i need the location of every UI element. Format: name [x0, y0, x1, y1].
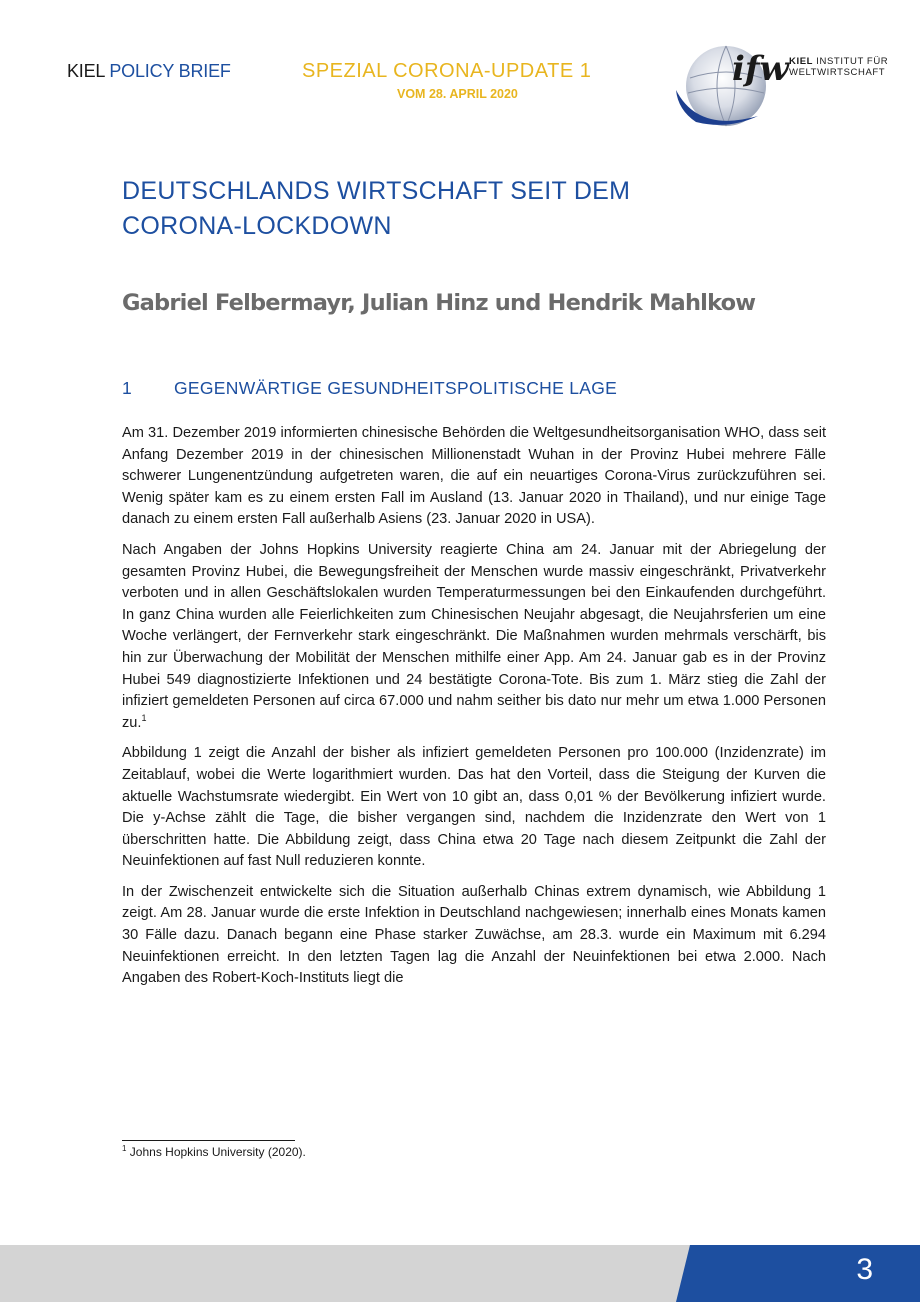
title-line-2: CORONA-LOCKDOWN [122, 212, 392, 240]
footnote-marker: 1 [122, 1144, 127, 1153]
page-header [0, 0, 920, 140]
logo-weltwirtschaft: WELTWIRTSCHAFT [789, 67, 886, 78]
page-number: 3 [856, 1253, 873, 1286]
paragraph: Abbildung 1 zeigt die Anzahl der bisher als infiziert gemeldeten Personen pro 100.000 (Inzidenzrate) im Zeitablauf, wobei die Werte logarithmiert wurden. Das hat den Vorteil, dass die Steigung der Kurven die aktuelle Wachstumsrate wiedergibt. Ein Wert von 10 gibt an, dass 0,01 % der Bevölkerung infiziert wurde. Die y-Achse zählt die Tage, die bisher vergangen sind, nachdem die Inzidenzrate den Wert von 1 überschritten hatte. Die Abbildung zeigt, dass China etwa 20 Tage nach diesem Zeitpunkt die Zahl der Neuinfektionen auf fast Null reduzieren konnte. [122, 745, 826, 870]
section-heading [122, 378, 617, 399]
svg-text:ifw: ifw [732, 49, 789, 89]
body-text [122, 423, 826, 999]
logo-kiel: KIEL [789, 56, 814, 67]
series-title: SPEZIAL CORONA-UPDATE 1 [302, 60, 592, 82]
title-line-1: DEUTSCHLANDS WIRTSCHAFT SEIT DEM [122, 177, 631, 205]
publication-brand [67, 61, 231, 82]
footnote [122, 1144, 306, 1159]
ifw-logo-icon [668, 38, 898, 138]
footnote-text: Johns Hopkins University (2020). [129, 1145, 306, 1159]
page-footer [0, 1245, 920, 1302]
footnote-reference[interactable]: 1 [141, 712, 147, 723]
footer-accent-shape [0, 1245, 920, 1302]
section-title: GEGENWÄRTIGE GESUNDHEITSPOLITISCHE LAGE [174, 378, 618, 398]
logo-wordmark [789, 56, 888, 78]
issue-date: VOM 28. APRIL 2020 [397, 87, 518, 101]
page-title [122, 174, 822, 244]
brand-policy-brief: POLICY BRIEF [109, 61, 231, 81]
paragraph: In der Zwischenzeit entwickelte sich die Situation außerhalb Chinas extrem dynamisch, wie Abbildung 1 zeigt. Am 28. Januar wurde die erste Infektion in Deutschland nachgewiesen; innerhalb eines Monats kamen 30 Fälle dazu. Danach begann eine Phase starker Zuwächse, am 28.3. wurde ein Maximum mit 6.294 Neuinfektionen erreicht. In den letzten Tagen lag die Anzahl der Neuinfektionen bei etwa 2.000. Nach Angaben des Robert-Koch-Instituts liegt die [122, 883, 826, 987]
brand-kiel: KIEL [67, 61, 105, 81]
paragraph: Am 31. Dezember 2019 informierten chinesische Behörden die Weltgesundheitsorganisation WHO, dass seit Anfang Dezember 2019 in der chinesischen Millionenstadt Wuhan in der Provinz Hubei mehrere Fälle schwerer Lungenentzündung aufgetreten waren, die auf ein neuartiges Corona-Virus zurückzuführen sei. Wenig später kam es zu einem ersten Fall im Ausland (13. Januar 2020 in Thailand), und nur einige Tage danach zu einem ersten Fall außerhalb Asiens (23. Januar 2020 in USA). [122, 425, 826, 528]
section-number: 1 [122, 378, 133, 398]
footnote-divider [122, 1140, 295, 1141]
authors: Gabriel Felbermayr, Julian Hinz und Hendrik Mahlkow [122, 290, 756, 316]
paragraph-text: Nach Angaben der Johns Hopkins University reagierte China am 24. Januar mit der Abriegelung der gesamten Provinz Hubei, die Bewegungsfreiheit der Menschen wurde massiv eingeschränkt, Privatverkehr verboten und in allen Geschäftslokalen wurden Temperaturmessungen bei den Einkaufenden durchgeführt. In ganz China wurden alle Feierlichkeiten zum Chinesischen Neujahr abgesagt, die Neujahrsferien um eine Woche verlängert, der Fernverkehr stark eingeschränkt. Die Maßnahmen wurden mehrmals verschärft, bis hin zur Überwachung der Mobilität der Menschen mithilfe einer App. Am 24. Januar gab es in der Provinz Hubei 549 diagnostizierte Infektionen und 24 bestätigte Corona-Tote. Bis zum 1. März stieg die Zahl der infiziert gemeldeten Personen auf circa 67.000 und nahm seither bis dato nur mehr um etwa 1.000 Personen zu. [122, 541, 826, 731]
paragraph [122, 540, 826, 734]
logo-institut: INSTITUT FÜR [816, 56, 889, 67]
